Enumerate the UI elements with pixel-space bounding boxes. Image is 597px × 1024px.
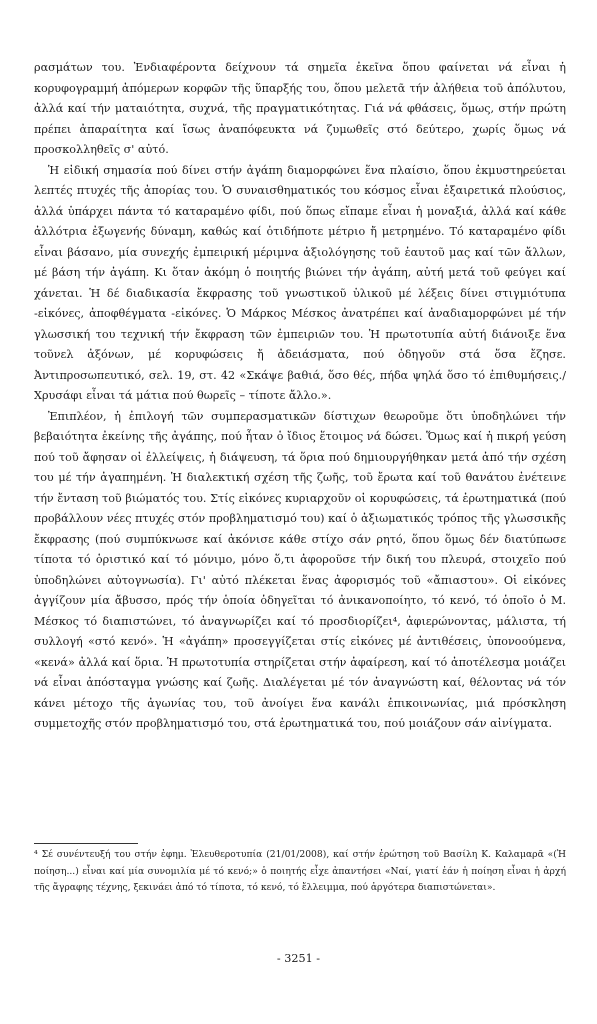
footnote-text: ⁴ Σέ συνέντευξή του στήν ἐφημ. Ἐλευθεροτυπία (21/01/2008), καί στήν ἐρώτηση τοῦ Βασίλη Κ. Καλαμαρᾶ «(Ἡ ποίηση...) εἶναι καί μία συνομιλία μέ τό κενό;» ὁ ποιητής εἶχε ἀπαντήσει «Ναί, γιατί ἐάν ἡ ποίηση εἶναι ἡ ἀρχή τῆς ἄγραφης τέχνης, ξεκινάει ἀπό τό τίποτα, τό κενό, τό ἔλλειμμα, πού ἀργότερα διαπιστώνεται». [34,849,566,893]
footnote [34,847,566,897]
paragraph: Ἐπιπλέον, ἡ ἐπιλογή τῶν συμπερασματικῶν δίστιχων θεωροῦμε ὅτι ὑποδηλώνει τήν βεβαιότητα ἐκείνης τῆς ἀγάπης, πού ἦταν ὁ ἴδιος ἕτοιμος νά δώσει. Ὅμως καί ἡ πικρή γεύση πού τοῦ ἄφησαν οἱ ἐλλείψεις, ἡ διάψευση, τά ὅρια πού δημιουργήθηκαν μετά ἀπό τήν σχέση του μέ τήν ἀγαπημένη. Ἡ διαλεκτική σχέση τῆς ζωῆς, τοῦ ἔρωτα καί τοῦ θανάτου ἐνέτεινε τήν ἔνταση τοῦ βιώματός του. Στίς εἰκόνες κυριαρχοῦν οἱ κορυφώσεις, τά ἐρωτηματικά (πού προβάλλουν νέες πτυχές στόν προβληματισμό του) καί ὁ ἀξιωματικός τρόπος τῆς γλωσσικῆς ἔκφρασης (πού συμπύκνωσε καί ἀκόνισε κάθε στίχο σάν ρητό, ὅπου ὅμως δέν διατύπωσε τίποτα τό ὁριστικό καί τό μόνιμο, μόνο ὅ,τι ἀφοροῦσε τήν δική του πλευρά, στοιχεῖο πού ὑποδηλώνει αὐτογνωσία). Γι' αὐτό πλέκεται ἕνας ἀφορισμός τοῦ «ἄπιαστου». Οἱ εἰκόνες ἀγγίζουν μία ἄβυσσο, πρός τήν ὁποία ὁδηγεῖται τό ἀνικανοποίητο, τό κενό, τό ὁποῖο ὁ Μ. Μέσκος τό διαπιστώνει, τό ἀναγνωρίζει καί τό προσδιορίζει⁴, ἀφιερώνοντας, μάλιστα, τή συλλογή «στό κενό». Ἡ «ἀγάπη» προσεγγίζεται στίς εἰκόνες μέ ἀντιθέσεις, ὑπονοούμενα, «κενά» ἀλλά καί ὅρια. Ἡ πρωτοτυπία στηρίζεται στήν ἀφαίρεση, καί τό ἀποτέλεσμα μοιάζει νά εἶναι ἀπόσταγμα γνώσης καί ζωῆς. Διαλέγεται μέ τόν ἀναγνώστη καί, θέλοντας νά τόν κάνει μέτοχο τῆς ἀγωνίας του, τοῦ ἀνοίγει ἕνα κανάλι ἐπικοινωνίας, μιά πρόσκληση συμμετοχῆς στόν προβληματισμό του, στά ἐρωτηματικά του, πού μοιάζουν σάν αἰνίγματα. [34,409,566,730]
paragraph: Ἡ εἰδική σημασία πού δίνει στήν ἀγάπη διαμορφώνει ἕνα πλαίσιο, ὅπου ἐκμυστηρεύεται λεπτές πτυχές τῆς ἀπορίας του. Ὁ συναισθηματικός του κόσμος εἶναι ἐξαιρετικά πλούσιος, ἀλλά ὑπάρχει πάντα τό καταραμένο φίδι, πού ὅπως εἴπαμε εἶναι ἡ μοναξιά, ἀλλά καί κάθε ἀλλότρια ἐξωγενής δύναμη, καθώς καί ὁτιδήποτε μέτριο ἤ μετρημένο. Τό καταραμένο φίδι εἶναι βάσανο, μία συνεχής ἐμπειρική μέριμνα ἀξιολόγησης τοῦ ἑαυτοῦ μας καί τῶν ἄλλων, μέ βάση τήν ἀγάπη. Κι ὅταν ἀκόμη ὁ ποιητής βιώνει τήν ἀγάπη, αὐτή μετά τοῦ φεύγει καί χάνεται. Ἡ δέ διαδικασία ἔκφρασης τοῦ γνωστικοῦ ὑλικοῦ μέ λέξεις δίνει στιγμιότυπα -εἰκόνες, ἀποφθέγματα -εἰκόνες. Ὁ Μάρκος Μέσκος ἀνατρέπει καί ἀναδιαμορφώνει μέ τήν γλωσσική του τεχνική τήν ἔκφραση τῶν ἐμπειριῶν του. Ἡ πρωτοτυπία αὐτή διάνοιξε ἕνα τοῦνελ ἀξόνων, μέ κορυφώσεις ἤ ἀδειάσματα, πού ὁδηγοῦν στά ὅσα ἔζησε. Ἀντιπροσωπευτικό, σελ. 19, στ. 42 «Σκάψε βαθιά, ὅσο θές, πήδα ψηλά ὅσο τό ἐπιθυμήσεις./Χρυσάφι εἶναι τά μάτια πού θωρεῖς – τίποτε ἄλλο.». [34,163,566,402]
body-text [34,58,566,735]
page-number: - 3251 - [276,952,321,965]
footnote-divider [34,843,138,844]
paragraph: ρασμάτων του. Ἐνδιαφέροντα δείχνουν τά σημεῖα ἐκεῖνα ὅπου φαίνεται νά εἶναι ἡ κορυφογραμμή ἀπόμερων κορφῶν τῆς ὕπαρξής του, ὅπου μελετᾶ τήν ἀλήθεια τοῦ ἀπόλυτου, ἀλλά καί τήν ματαιότητα, συχνά, τῆς πραγματικότητας. Γιά νά φθάσεις, ὅμως, στήν πρώτη πρέπει ἀπαραίτητα καί ἴσως ἀναπόφευκτα νά ζυμωθεῖς στό δεύτερο, χωρίς ὅμως νά προσκολληθεῖς σ' αὐτό. [34,61,566,156]
